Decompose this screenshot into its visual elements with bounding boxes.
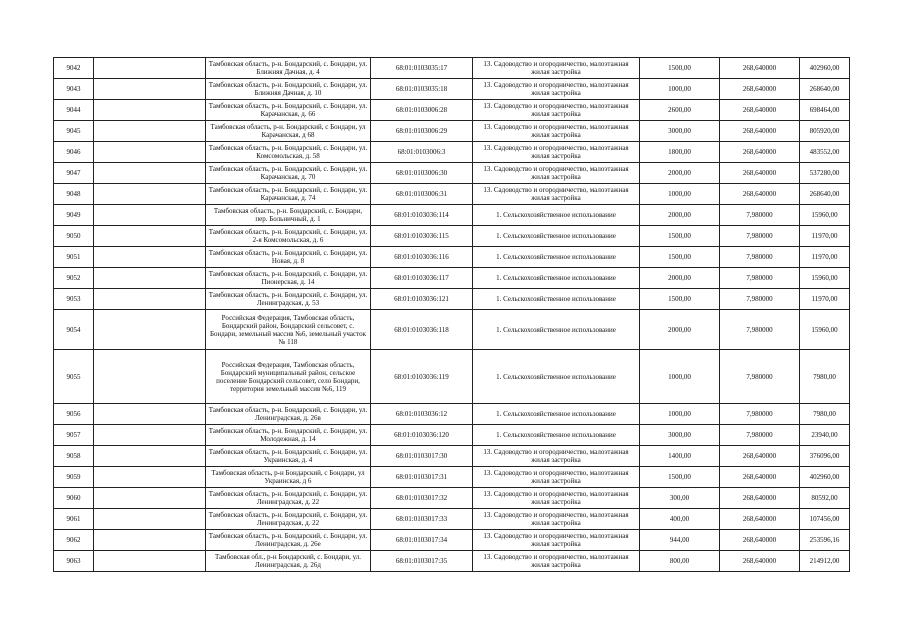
address-cell: Тамбовская область, р-н. Бондарский, с. Бондари, ул. Ленинградская, д. 22 xyxy=(206,488,371,509)
spacer-cell xyxy=(94,488,206,509)
row-number: 9057 xyxy=(54,425,94,446)
address-cell: Тамбовская область, р-н. Бондарский, с. Бондари, ул. Карачанская, д. 70 xyxy=(206,163,371,184)
row-number: 9043 xyxy=(54,79,94,100)
cadastral-number-cell: 68:01:0103036:120 xyxy=(371,425,473,446)
row-number: 9056 xyxy=(54,404,94,425)
area-cell: 3000,00 xyxy=(640,121,720,142)
cadastral-number-cell: 68:01:0103036:116 xyxy=(371,247,473,268)
value-cell: 15960,00 xyxy=(800,268,850,289)
land-use-cell: 13. Садоводство и огородничество, малоэтажная жилая застройка xyxy=(473,142,640,163)
cadastral-number-cell: 68:01:0103006:29 xyxy=(371,121,473,142)
cadastral-number-cell: 68:01:0103017:31 xyxy=(371,467,473,488)
address-cell: Тамбовская область, р-н. Бондарский, с. Бондари, ул. 2-я Комсомольская, д. 6 xyxy=(206,226,371,247)
row-number: 9063 xyxy=(54,551,94,572)
land-use-cell: 13. Садоводство и огородничество, малоэтажная жилая застройка xyxy=(473,488,640,509)
rate-cell: 7,980000 xyxy=(720,425,800,446)
address-cell: Тамбовская область, р-н Бондарский, с Бондари, ул Украинская, д 6 xyxy=(206,467,371,488)
spacer-cell xyxy=(94,121,206,142)
table-row xyxy=(54,100,850,121)
spacer-cell xyxy=(94,509,206,530)
area-cell: 3000,00 xyxy=(640,425,720,446)
table-row xyxy=(54,79,850,100)
value-cell: 15960,00 xyxy=(800,310,850,350)
address-cell: Тамбовская область, р-н. Бондарский, с. Бондари, ул. Пионерская, д. 14 xyxy=(206,268,371,289)
address-cell: Тамбовская область, р-н. Бондарский, с. Бондари, ул. Ближняя Дачная, д. 4 xyxy=(206,58,371,79)
cadastral-number-cell: 68:01:0103035:18 xyxy=(371,79,473,100)
rate-cell: 268,640000 xyxy=(720,142,800,163)
area-cell: 800,00 xyxy=(640,551,720,572)
table-row xyxy=(54,226,850,247)
land-use-cell: 1. Сельскохозяйственное использование xyxy=(473,247,640,268)
land-use-cell: 1. Сельскохозяйственное использование xyxy=(473,289,640,310)
row-number: 9045 xyxy=(54,121,94,142)
land-use-cell: 13. Садоводство и огородничество, малоэтажная жилая застройка xyxy=(473,121,640,142)
row-number: 9061 xyxy=(54,509,94,530)
address-cell: Российская Федерация, Тамбовская область, Бондарский район, Бондарский сельсовет, с. Бондари, земельный массив №6, земельный участок № 118 xyxy=(206,310,371,350)
table-row xyxy=(54,310,850,350)
area-cell: 2000,00 xyxy=(640,310,720,350)
cadastral-number-cell: 68:01:0103036:114 xyxy=(371,205,473,226)
rate-cell: 268,640000 xyxy=(720,184,800,205)
row-number: 9051 xyxy=(54,247,94,268)
rate-cell: 268,640000 xyxy=(720,79,800,100)
value-cell: 253596,16 xyxy=(800,530,850,551)
value-cell: 268640,00 xyxy=(800,184,850,205)
row-number: 9048 xyxy=(54,184,94,205)
value-cell: 7980,00 xyxy=(800,350,850,404)
area-cell: 944,00 xyxy=(640,530,720,551)
table-body xyxy=(54,58,850,572)
value-cell: 268640,00 xyxy=(800,79,850,100)
row-number: 9050 xyxy=(54,226,94,247)
table-row xyxy=(54,268,850,289)
area-cell: 2000,00 xyxy=(640,205,720,226)
address-cell: Тамбовская область, р-н. Бондарский, с. Бондари, пер. Больничный, д. 1 xyxy=(206,205,371,226)
rate-cell: 7,980000 xyxy=(720,350,800,404)
address-cell: Тамбовская область, р-н. Бондарский, с Бондари, ул Карачанская, д 68 xyxy=(206,121,371,142)
spacer-cell xyxy=(94,446,206,467)
spacer-cell xyxy=(94,58,206,79)
cadastral-number-cell: 68:01:0103036:118 xyxy=(371,310,473,350)
row-number: 9060 xyxy=(54,488,94,509)
row-number: 9052 xyxy=(54,268,94,289)
rate-cell: 268,640000 xyxy=(720,163,800,184)
area-cell: 1500,00 xyxy=(640,226,720,247)
cadastral-number-cell: 68:01:0103006:3 xyxy=(371,142,473,163)
rate-cell: 268,640000 xyxy=(720,488,800,509)
spacer-cell xyxy=(94,184,206,205)
spacer-cell xyxy=(94,289,206,310)
cadastral-number-cell: 68:01:0103006:28 xyxy=(371,100,473,121)
area-cell: 1500,00 xyxy=(640,467,720,488)
area-cell: 1400,00 xyxy=(640,446,720,467)
row-number: 9059 xyxy=(54,467,94,488)
area-cell: 1800,00 xyxy=(640,142,720,163)
value-cell: 11970,00 xyxy=(800,289,850,310)
spacer-cell xyxy=(94,350,206,404)
spacer-cell xyxy=(94,310,206,350)
table-row xyxy=(54,163,850,184)
spacer-cell xyxy=(94,268,206,289)
land-use-cell: 1. Сельскохозяйственное использование xyxy=(473,350,640,404)
table-row xyxy=(54,467,850,488)
value-cell: 107456,00 xyxy=(800,509,850,530)
area-cell: 300,00 xyxy=(640,488,720,509)
row-number: 9042 xyxy=(54,58,94,79)
row-number: 9062 xyxy=(54,530,94,551)
spacer-cell xyxy=(94,100,206,121)
row-number: 9047 xyxy=(54,163,94,184)
rate-cell: 7,980000 xyxy=(720,404,800,425)
table-row xyxy=(54,58,850,79)
rate-cell: 7,980000 xyxy=(720,247,800,268)
area-cell: 1000,00 xyxy=(640,350,720,404)
spacer-cell xyxy=(94,205,206,226)
area-cell: 400,00 xyxy=(640,509,720,530)
address-cell: Тамбовская область, р-н. Бондарский, с. Бондари, ул. Карачанская, д. 74 xyxy=(206,184,371,205)
address-cell: Тамбовская область, р-н. Бондарский, с. Бондари, ул. Украинская, д. 4 xyxy=(206,446,371,467)
row-number: 9049 xyxy=(54,205,94,226)
land-use-cell: 13. Садоводство и огородничество, малоэтажная жилая застройка xyxy=(473,58,640,79)
area-cell: 1000,00 xyxy=(640,79,720,100)
area-cell: 1000,00 xyxy=(640,184,720,205)
cadastral-number-cell: 68:01:0103017:35 xyxy=(371,551,473,572)
spacer-cell xyxy=(94,79,206,100)
value-cell: 11970,00 xyxy=(800,226,850,247)
cadastral-number-cell: 68:01:0103036:115 xyxy=(371,226,473,247)
table-row xyxy=(54,121,850,142)
address-cell: Тамбовская область, р-н. Бондарский, с. Бондари, ул. Ленинградская, д. 26е xyxy=(206,530,371,551)
value-cell: 11970,00 xyxy=(800,247,850,268)
cadastral-number-cell: 68:01:0103006:31 xyxy=(371,184,473,205)
table-row xyxy=(54,551,850,572)
value-cell: 23940,00 xyxy=(800,425,850,446)
rate-cell: 7,980000 xyxy=(720,226,800,247)
row-number: 9055 xyxy=(54,350,94,404)
land-use-cell: 1. Сельскохозяйственное использование xyxy=(473,425,640,446)
rate-cell: 268,640000 xyxy=(720,100,800,121)
land-use-cell: 13. Садоводство и огородничество, малоэтажная жилая застройка xyxy=(473,100,640,121)
address-cell: Тамбовская обл., р-н Бондарский, с. Бондари, ул. Ленинградская, д. 26д xyxy=(206,551,371,572)
land-use-cell: 1. Сельскохозяйственное использование xyxy=(473,404,640,425)
cadastral-number-cell: 68:01:0103017:30 xyxy=(371,446,473,467)
address-cell: Тамбовская область, р-н. Бондарский, с. Бондари, ул. Комсомольская, д. 58 xyxy=(206,142,371,163)
land-use-cell: 13. Садоводство и огородничество, малоэтажная жилая застройка xyxy=(473,163,640,184)
row-number: 9054 xyxy=(54,310,94,350)
value-cell: 7980,00 xyxy=(800,404,850,425)
table-row xyxy=(54,446,850,467)
address-cell: Тамбовская область, р-н. Бондарский, с. Бондари, ул. Ближняя Дачная, д. 10 xyxy=(206,79,371,100)
row-number: 9046 xyxy=(54,142,94,163)
cadastral-number-cell: 68:01:0103036:12 xyxy=(371,404,473,425)
value-cell: 698464,00 xyxy=(800,100,850,121)
cadastral-number-cell: 68:01:0103017:32 xyxy=(371,488,473,509)
land-use-cell: 13. Садоводство и огородничество, малоэтажная жилая застройка xyxy=(473,79,640,100)
land-parcel-table xyxy=(53,57,850,572)
value-cell: 402960,00 xyxy=(800,58,850,79)
value-cell: 15960,00 xyxy=(800,205,850,226)
land-use-cell: 1. Сельскохозяйственное использование xyxy=(473,310,640,350)
row-number: 9044 xyxy=(54,100,94,121)
address-cell: Тамбовская область, р-н. Бондарский, с. Бондари, ул. Ленинградская, д. 22 xyxy=(206,509,371,530)
rate-cell: 268,640000 xyxy=(720,58,800,79)
cadastral-number-cell: 68:01:0103036:117 xyxy=(371,268,473,289)
rate-cell: 268,640000 xyxy=(720,530,800,551)
value-cell: 483552,00 xyxy=(800,142,850,163)
spacer-cell xyxy=(94,551,206,572)
value-cell: 402960,00 xyxy=(800,467,850,488)
spacer-cell xyxy=(94,247,206,268)
land-use-cell: 13. Садоводство и огородничество, малоэтажная жилая застройка xyxy=(473,530,640,551)
address-cell: Тамбовская область, р-н. Бондарский, с. Бондари, ул. Молодежная, д. 14 xyxy=(206,425,371,446)
rate-cell: 7,980000 xyxy=(720,310,800,350)
value-cell: 80592,00 xyxy=(800,488,850,509)
land-use-cell: 1. Сельскохозяйственное использование xyxy=(473,205,640,226)
rate-cell: 7,980000 xyxy=(720,205,800,226)
rate-cell: 268,640000 xyxy=(720,121,800,142)
rate-cell: 268,640000 xyxy=(720,467,800,488)
area-cell: 1500,00 xyxy=(640,247,720,268)
value-cell: 214912,00 xyxy=(800,551,850,572)
spacer-cell xyxy=(94,530,206,551)
area-cell: 2000,00 xyxy=(640,163,720,184)
table-row xyxy=(54,488,850,509)
cadastral-number-cell: 68:01:0103035:17 xyxy=(371,58,473,79)
rate-cell: 268,640000 xyxy=(720,551,800,572)
spacer-cell xyxy=(94,142,206,163)
area-cell: 1500,00 xyxy=(640,58,720,79)
rate-cell: 7,980000 xyxy=(720,289,800,310)
cadastral-number-cell: 68:01:0103036:119 xyxy=(371,350,473,404)
cadastral-number-cell: 68:01:0103017:34 xyxy=(371,530,473,551)
area-cell: 2600,00 xyxy=(640,100,720,121)
land-use-cell: 13. Садоводство и огородничество, малоэтажная жилая застройка xyxy=(473,509,640,530)
area-cell: 2000,00 xyxy=(640,268,720,289)
cadastral-number-cell: 68:01:0103036:121 xyxy=(371,289,473,310)
table-row xyxy=(54,530,850,551)
table-row xyxy=(54,404,850,425)
table-row xyxy=(54,425,850,446)
land-use-cell: 1. Сельскохозяйственное использование xyxy=(473,268,640,289)
row-number: 9053 xyxy=(54,289,94,310)
rate-cell: 7,980000 xyxy=(720,268,800,289)
rate-cell: 268,640000 xyxy=(720,446,800,467)
value-cell: 376096,00 xyxy=(800,446,850,467)
table-row xyxy=(54,350,850,404)
cadastral-number-cell: 68:01:0103006:30 xyxy=(371,163,473,184)
spacer-cell xyxy=(94,404,206,425)
spacer-cell xyxy=(94,226,206,247)
spacer-cell xyxy=(94,425,206,446)
table-row xyxy=(54,509,850,530)
address-cell: Тамбовская область, р-н. Бондарский, с. Бондари, ул. Ленинградская, д. 53 xyxy=(206,289,371,310)
address-cell: Тамбовская область, р-н. Бондарский, с. Бондари, ул. Ленинградская, д. 26в xyxy=(206,404,371,425)
table-row xyxy=(54,289,850,310)
area-cell: 1000,00 xyxy=(640,404,720,425)
land-use-cell: 13. Садоводство и огородничество, малоэтажная жилая застройка xyxy=(473,551,640,572)
spacer-cell xyxy=(94,163,206,184)
address-cell: Тамбовская область, р-н. Бондарский, с. Бондари, ул. Новая, д. 8 xyxy=(206,247,371,268)
rate-cell: 268,640000 xyxy=(720,509,800,530)
cadastral-number-cell: 68:01:0103017:33 xyxy=(371,509,473,530)
area-cell: 1500,00 xyxy=(640,289,720,310)
table-row xyxy=(54,247,850,268)
value-cell: 805920,00 xyxy=(800,121,850,142)
table-row xyxy=(54,142,850,163)
land-use-cell: 13. Садоводство и огородничество, малоэтажная жилая застройка xyxy=(473,446,640,467)
land-use-cell: 1. Сельскохозяйственное использование xyxy=(473,226,640,247)
address-cell: Тамбовская область, р-н. Бондарский, с. Бондари, ул. Карачанская, д. 66 xyxy=(206,100,371,121)
address-cell: Российская Федерация, Тамбовская область, Бондарский муниципальный район, сельское поселение Бондарский сельсовет, село Бондари, территория земельный массив №6, 119 xyxy=(206,350,371,404)
land-use-cell: 13. Садоводство и огородничество, малоэтажная жилая застройка xyxy=(473,467,640,488)
value-cell: 537280,00 xyxy=(800,163,850,184)
land-use-cell: 13. Садоводство и огородничество, малоэтажная жилая застройка xyxy=(473,184,640,205)
spacer-cell xyxy=(94,467,206,488)
table-row xyxy=(54,184,850,205)
table-row xyxy=(54,205,850,226)
row-number: 9058 xyxy=(54,446,94,467)
